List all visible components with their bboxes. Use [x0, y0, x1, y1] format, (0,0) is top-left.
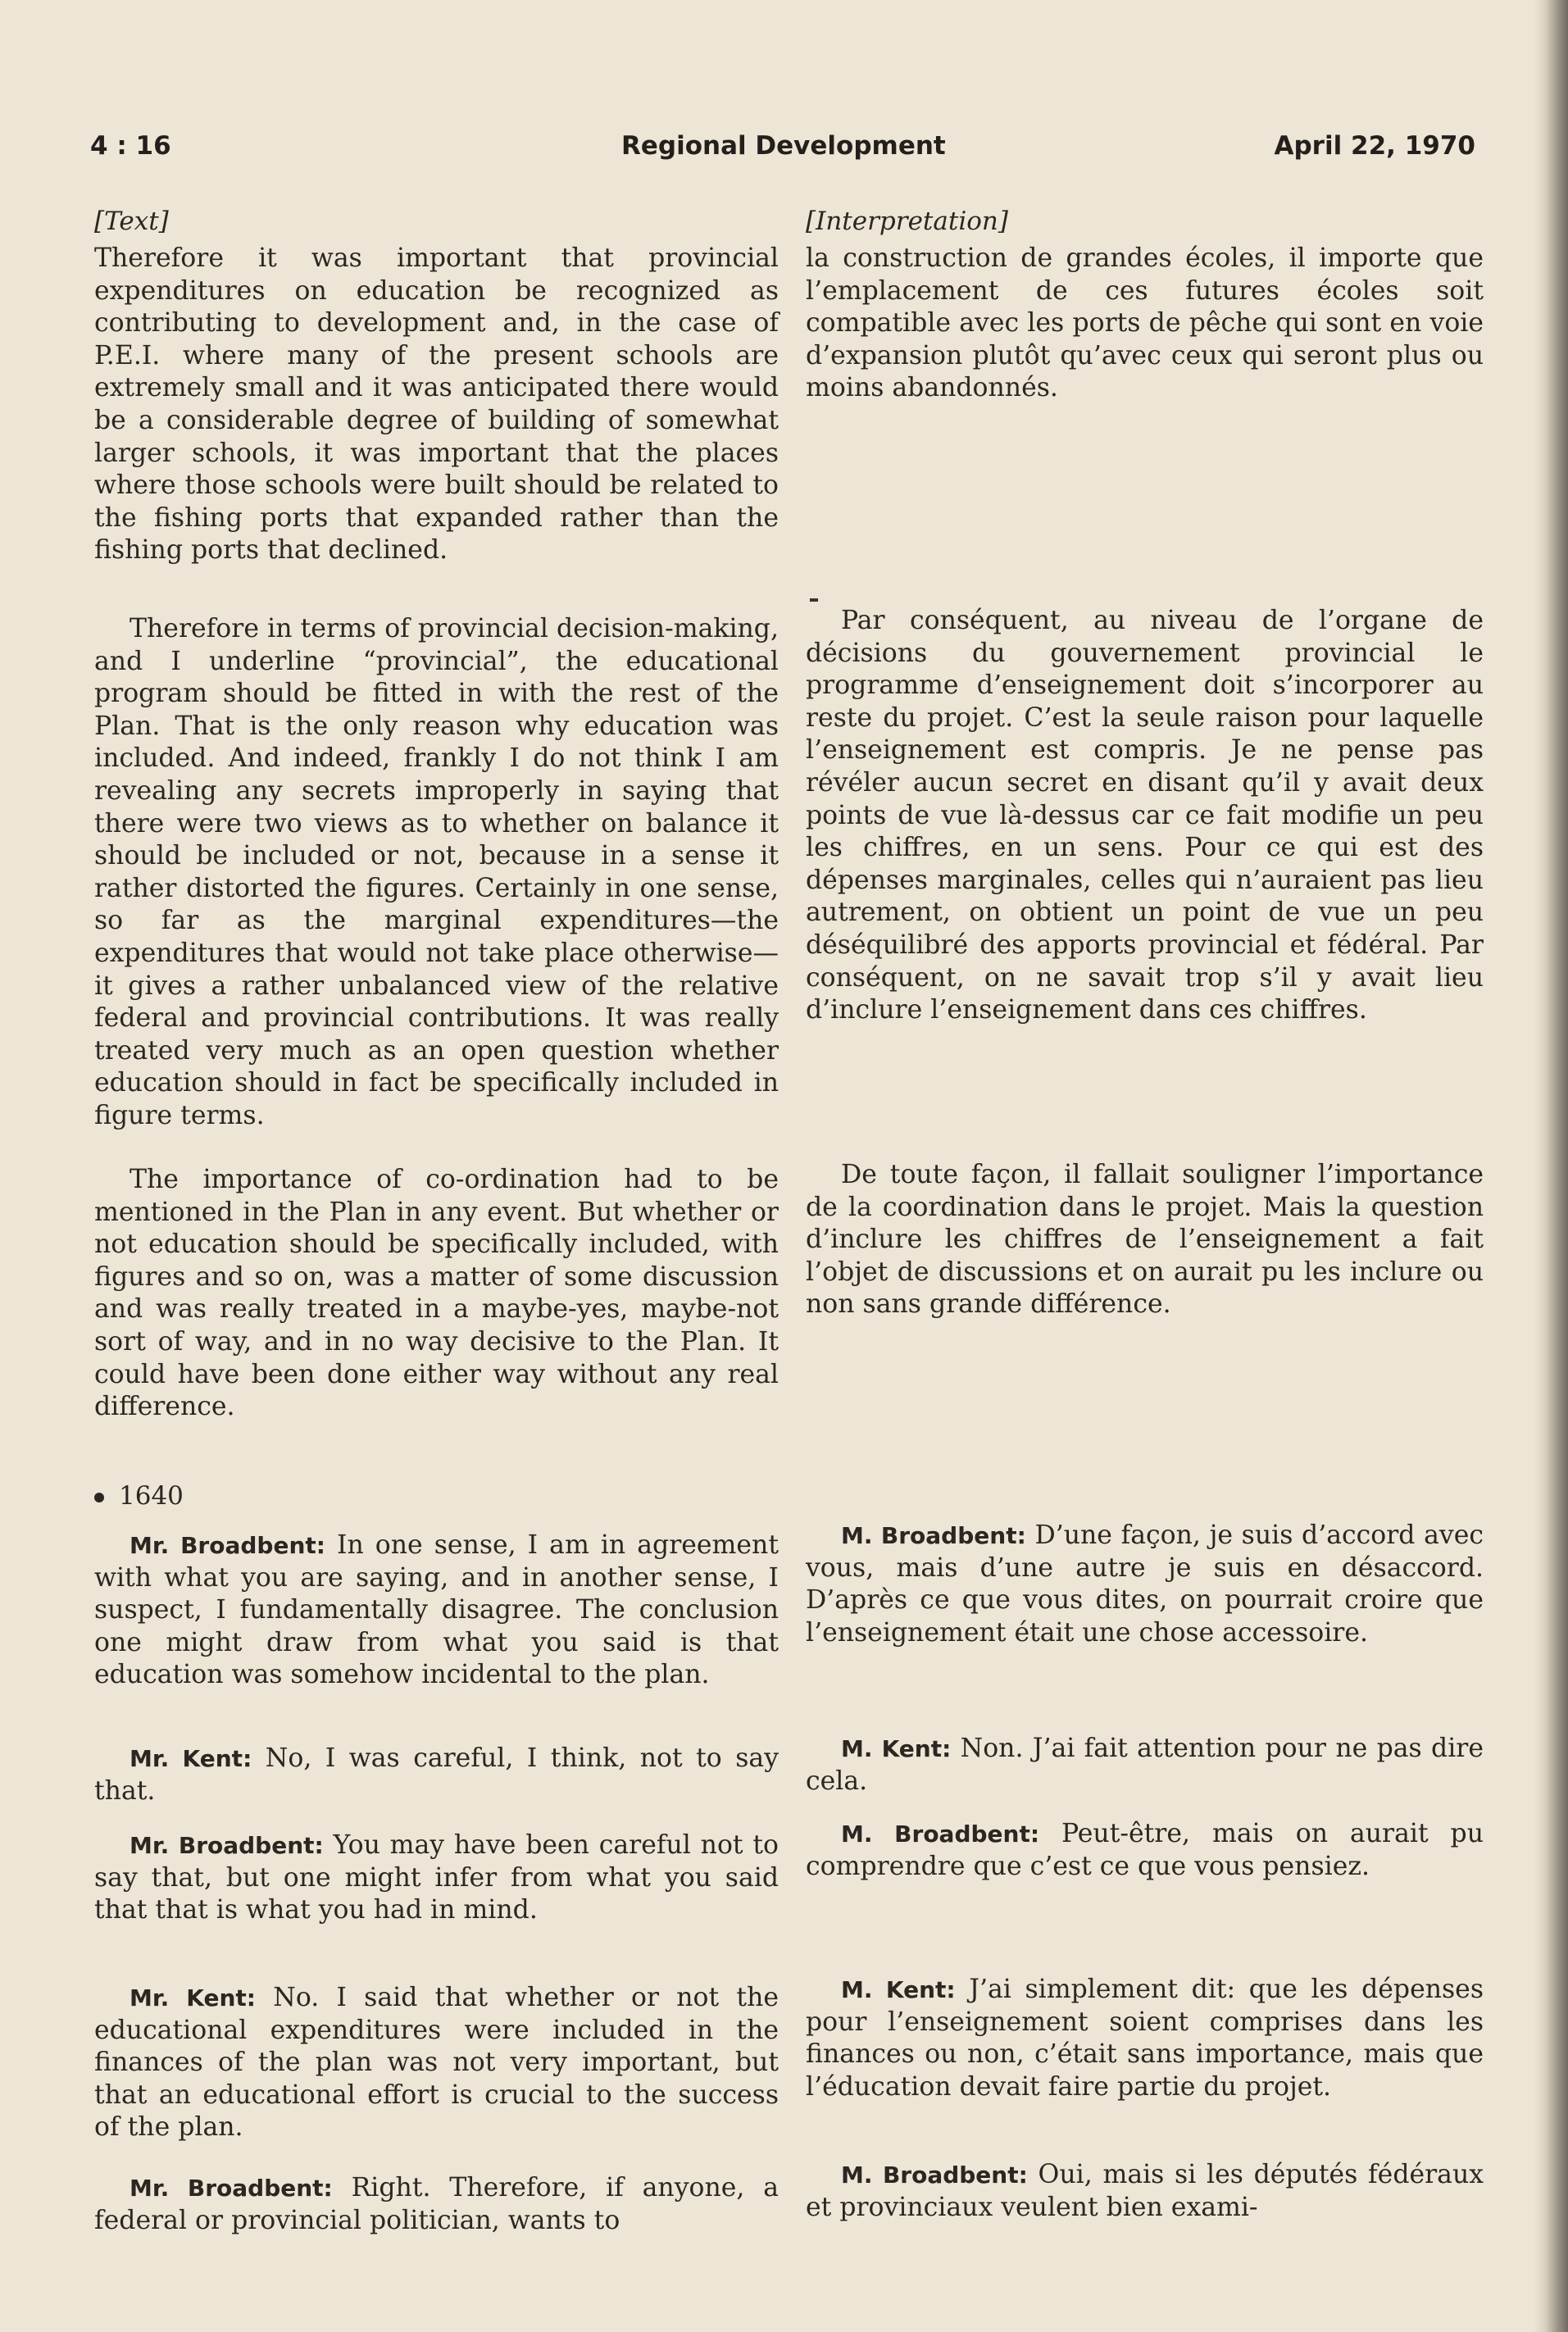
speaker-name: M. Broadbent: — [841, 2162, 1028, 2189]
speech-entry — [94, 1982, 779, 2144]
speaker-name: Mr. Kent: — [130, 1984, 257, 2012]
speaker-name: Mr. Broadbent: — [130, 1832, 324, 1859]
speech-text: D’une façon, je suis d’accord avec vous, mais d’une autre je suis en désaccord. D’après ce que vous dites, on pourrait croire que l’enseignement était une chose accessoire. — [806, 1521, 1484, 1648]
speech-text: No, I was careful, I think, not to say that. — [94, 1743, 779, 1806]
paragraph: la construction de grandes écoles, il importe que l’emplacement de ces futures écoles soit compatible avec les ports de pêche qui sont en voie d’expansion plutôt qu’avec ceux qui seront plus ou moins abandonnés. — [806, 243, 1484, 403]
speech-entry — [94, 2172, 779, 2237]
speech-text: Right. Therefore, if anyone, a federal or provincial politician, wants to — [94, 2173, 779, 2235]
column-label: [Interpretation] — [806, 207, 1008, 236]
speech-text: J’ai simplement dit: que les dépenses pour l’enseignement soient comprises dans les finances ou non, c’était sans importance, mais que l’éducation devait faire partie du projet. — [806, 1975, 1484, 2102]
speech-text: Peut-être, mais on aurait pu comprendre que c’est ce que vous pensiez. — [806, 1819, 1484, 1881]
speech-entry — [94, 1830, 779, 1927]
margin-mark — [810, 598, 818, 602]
speech-entry — [806, 2159, 1484, 2224]
bullet-icon — [94, 1493, 104, 1502]
french-column — [806, 207, 1484, 2222]
speaker-name: M. Broadbent: — [841, 1821, 1040, 1848]
speech-text: In one sense, I am in agreement with what you are saying, and in another sense, I suspect, I fundamentally disagree. The conclusion one might draw from what you said is that education was somehow incidental to the plan. — [94, 1530, 779, 1690]
paragraph: Therefore it was important that provincial expenditures on education be recognized as contributing to development and, in the case of P.E.I. where many of the present schools are extremely small and it was anticipated there would be a considerable degree of building of somewhat larger schools, it was important that the places where those schools were built should be related to the fishing ports that expanded rather than the fishing ports that declined. — [94, 243, 779, 566]
page-date: April 22, 1970 — [1274, 131, 1475, 161]
speech-entry — [806, 1733, 1484, 1798]
speaker-name: M. Broadbent: — [841, 1522, 1026, 1549]
speech-entry — [806, 1818, 1484, 1883]
page-header — [90, 131, 1475, 167]
time-marker-label: 1640 — [119, 1481, 184, 1511]
speech-text: Oui, mais si les députés fédéraux et provinciaux veulent bien exami- — [806, 2160, 1484, 2222]
speech-text: No. I said that whether or not the educational expenditures were included in the finances of the plan was not very important, but that an educational effort is crucial to the success of the plan. — [94, 1983, 779, 2143]
speech-entry — [94, 1743, 779, 1807]
english-column — [94, 207, 779, 2235]
paragraph: Par conséquent, au niveau de l’organe de décisions du gouvernement provincial le programme d’enseignement doit s’incorporer au reste du projet. C’est la seule raison pour laquelle l’enseignement est compris. Je ne pense pas révéler aucun secret en disant qu’il y avait deux points de vue là-dessus car ce fait modifie un peu les chiffres, en un sens. Pour ce qui est des dépenses marginales, celles qui n’auraient pas lieu autrement, on obtient un point de vue un peu déséquilibré des apports provincial et fédéral. Par conséquent, on ne savait trop s’il y avait lieu d’inclure l’enseignement dans ces chiffres. — [806, 606, 1484, 1025]
speech-entry — [94, 1530, 779, 1692]
paragraph: De toute façon, il fallait souligner l’importance de la coordination dans le projet. Mais la question d’inclure les chiffres de l’enseignement a fait l’objet de discussions et on aurait pu les inclure ou non sans grande différence. — [806, 1160, 1484, 1320]
page-binding-edge — [1534, 0, 1568, 2332]
page-number: 4 : 16 — [90, 131, 171, 161]
time-marker — [94, 1481, 184, 1511]
speaker-name: Mr. Broadbent: — [130, 1532, 325, 1559]
speech-text: You may have been careful not to say that, but one might infer from what you said that that is what you had in mind. — [94, 1830, 779, 1925]
paragraph: Therefore in terms of provincial decision-making, and I underline “provincial”, the educational program should be fitted in with the rest of the Plan. That is the only reason why education was included. And indeed, frankly I do not think I am revealing any secrets improperly in saying that there were two views as to whether on balance it should be included or not, because in a sense it rather distorted the figures. Certainly in one sense, so far as the marginal expenditures—the expenditures that would not take place otherwise—it gives a rather unbalanced view of the relative federal and provincial contributions. It was really treated very much as an open question whether education should in fact be specifically included in figure terms. — [94, 614, 779, 1130]
speaker-name: Mr. Broadbent: — [130, 2175, 333, 2202]
speaker-name: Mr. Kent: — [130, 1745, 252, 1772]
running-title: Regional Development — [621, 131, 946, 161]
speaker-name: M. Kent: — [841, 1976, 956, 2003]
speech-text: Non. J’ai fait attention pour ne pas dire cela. — [806, 1734, 1484, 1796]
speech-entry — [806, 1520, 1484, 1649]
paragraph: The importance of co-ordination had to be mentioned in the Plan in any event. But whether or not education should be specifically included, with figures and so on, was a matter of some discussion and was really treated in a maybe-yes, maybe-not sort of way, and in no way decisive to the Plan. It could have been done either way without any real difference. — [94, 1165, 779, 1422]
speech-entry — [806, 1974, 1484, 2103]
speaker-name: M. Kent: — [841, 1735, 952, 1762]
column-label: [Text] — [94, 207, 169, 236]
